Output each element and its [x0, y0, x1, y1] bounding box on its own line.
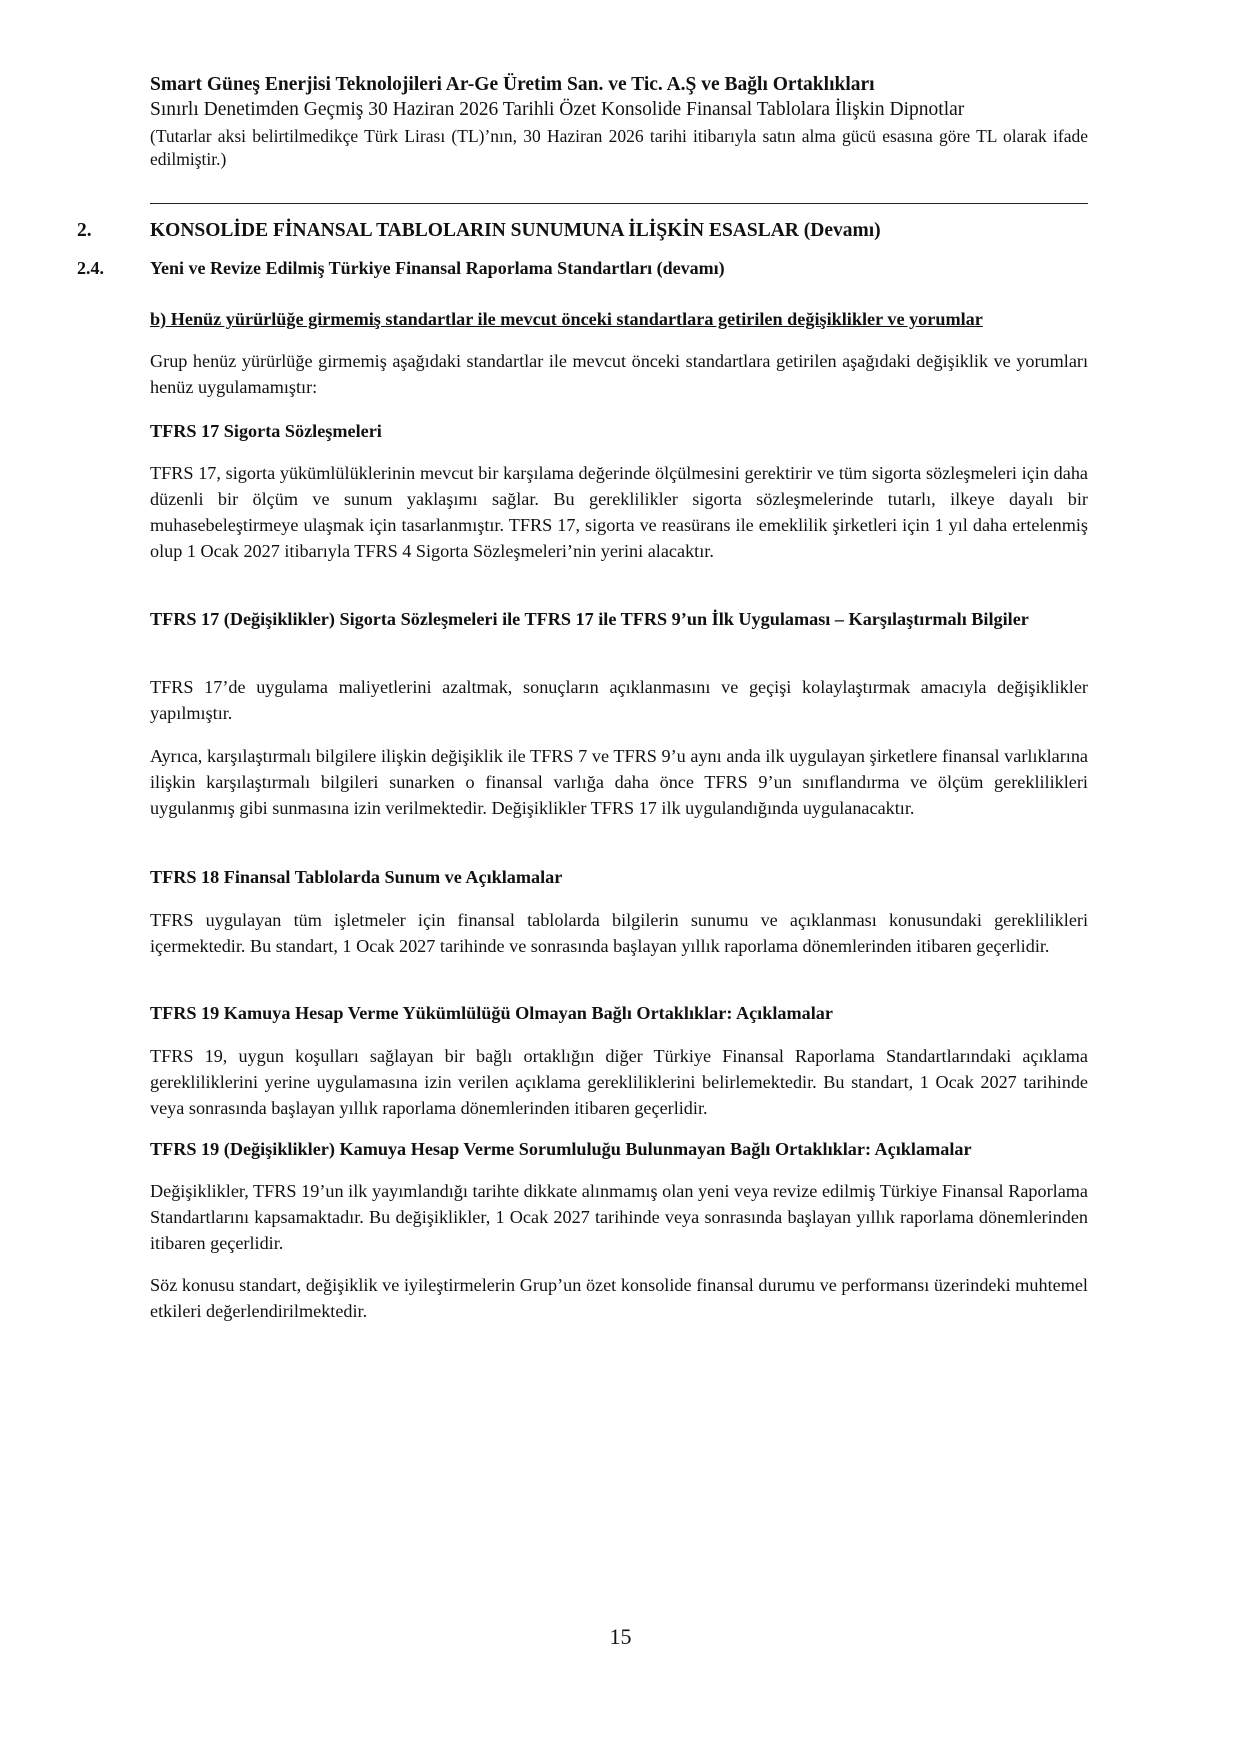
page-header	[150, 72, 1088, 171]
section-number: 2.	[77, 220, 92, 241]
paragraph-tfrs17-amendments-b: Ayrıca, karşılaştırmalı bilgilere ilişkin değişiklik ile TFRS 7 ve TFRS 9’u aynı anda ilk uygulayan şirketlere finansal varlıklarına ilişkin karşılaştırmalı bilgileri sunarken o finansal varlığa daha önce TFRS 9’un sınıflandırma ve ölçüm gereklilikleri uygulanmış gibi sunmasına izin verilmektedir. Değişiklikler TFRS 17 ilk uygulandığında uygulanacaktır.	[150, 746, 1088, 818]
part-heading-text: b) Henüz yürürlüğe girmemiş standartlar ile mevcut önceki standartlara getirilen değişiklikler ve yorumlar	[150, 309, 983, 329]
subsection-number: 2.4.	[77, 258, 104, 278]
paragraph-closing: Söz konusu standart, değişiklik ve iyileştirmelerin Grup’un özet konsolide finansal durumu ve performansı üzerindeki muhtemel etkileri değerlendirilmektedir.	[150, 1275, 1088, 1321]
paragraph-tfrs19-amendments: Değişiklikler, TFRS 19’un ilk yayımlandığı tarihte dikkate alınmamış olan yeni veya revize edilmiş Türkiye Finansal Raporlama Standartlarını kapsamaktadır. Bu değişiklikler, 1 Ocak 2027 tarihinde veya sonrasında başlayan yıllık raporlama dönemlerinden itibaren geçerlidir.	[150, 1181, 1088, 1253]
intro-paragraph: Grup henüz yürürlüğe girmemiş aşağıdaki standartlar ile mevcut önceki standartlara getirilen aşağıdaki değişiklik ve yorumları henüz uygulamamıştır:	[150, 351, 1088, 397]
heading-tfrs19-amendments: TFRS 19 (Değişiklikler) Kamuya Hesap Verme Sorumluluğu Bulunmayan Bağlı Ortaklıklar: Açıklamalar	[150, 1139, 972, 1159]
header-subtitle: Sınırlı Denetimden Geçmiş 30 Haziran 2026 Tarihli Özet Konsolide Finansal Tablolara İlişkin Dipnotlar	[150, 99, 965, 120]
heading-tfrs18: TFRS 18 Finansal Tablolarda Sunum ve Açıklamalar	[150, 867, 563, 887]
header-note: (Tutarlar aksi belirtilmedikçe Türk Lirası (TL)’nın, 30 Haziran 2026 tarihi itibarıyla satın alma gücü esasına göre TL olarak ifade edilmiştir.)	[150, 126, 1088, 169]
paragraph-tfrs17: TFRS 17, sigorta yükümlülüklerinin mevcut bir karşılama değerinde ölçülmesini gerektirir ve tüm sigorta sözleşmeleri için daha düzenli bir ölçüm ve sunum yaklaşımı sağlar. Bu gereklilikler sigorta sözleşmelerinde tutarlı, ilkeye dayalı bir muhasebeleştirmeye ulaşmak için tasarlanmıştır. TFRS 17, sigorta ve reasürans ile emeklilik şirketleri için 1 yıl daha ertelenmiş olup 1 Ocak 2027 itibarıyla TFRS 4 Sigorta Sözleşmeleri’nin yerini alacaktır.	[150, 463, 1088, 561]
heading-tfrs19: TFRS 19 Kamuya Hesap Verme Yükümlülüğü Olmayan Bağlı Ortaklıklar: Açıklamalar	[150, 1003, 833, 1023]
heading-tfrs17-amendments: TFRS 17 (Değişiklikler) Sigorta Sözleşmeleri ile TFRS 17 ile TFRS 9’un İlk Uygulaması – Karşılaştırmalı Bilgiler	[150, 609, 1029, 629]
part-heading	[150, 306, 1088, 332]
paragraph-tfrs19: TFRS 19, uygun koşulları sağlayan bir bağlı ortaklığın diğer Türkiye Finansal Raporlama Standartlarındaki açıklama gerekliliklerini yerine uygulamasına izin verilen açıklama gerekliliklerini belirlemektedir. Bu standart, 1 Ocak 2027 tarihinde veya sonrasında başlayan yıllık raporlama dönemlerinden itibaren geçerlidir.	[150, 1046, 1088, 1118]
paragraph-tfrs18: TFRS uygulayan tüm işletmeler için finansal tablolarda bilgilerin sunumu ve açıklanması konusundaki gereklilikleri içermektedir. Bu standart, 1 Ocak 2027 tarihinde ve sonrasında başlayan yıllık raporlama dönemlerinden itibaren geçerlidir.	[150, 910, 1088, 956]
subsection-title: Yeni ve Revize Edilmiş Türkiye Finansal Raporlama Standartları (devamı)	[150, 258, 725, 278]
section-title: KONSOLİDE FİNANSAL TABLOLARIN SUNUMUNA İLİŞKİN ESASLAR (Devamı)	[150, 220, 881, 241]
page-number: 15	[609, 1624, 632, 1649]
paragraph-tfrs17-amendments-a: TFRS 17’de uygulama maliyetlerini azaltmak, sonuçların açıklanmasını ve geçişi kolaylaştırmak amacıyla değişiklikler yapılmıştır.	[150, 677, 1088, 723]
company-name: Smart Güneş Enerjisi Teknolojileri Ar-Ge Üretim San. ve Tic. A.Ş ve Bağlı Ortaklıkları	[150, 74, 875, 95]
heading-tfrs17: TFRS 17 Sigorta Sözleşmeleri	[150, 421, 382, 441]
header-divider	[150, 203, 1088, 204]
